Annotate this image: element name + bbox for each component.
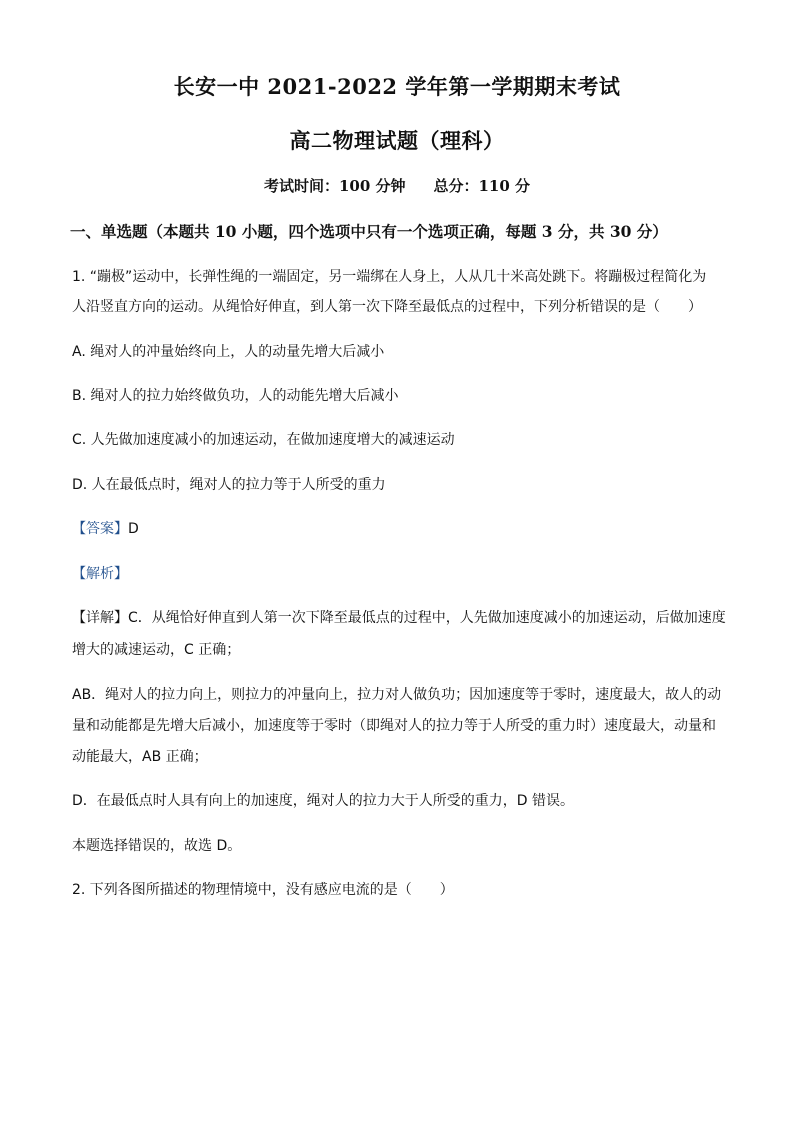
- q1-answer: [72, 514, 732, 544]
- q1-ab-line3: 动能最大，AB 正确；: [72, 749, 208, 765]
- exam-title: 长安一中 2021-2022 学年第一学期期末考试: [173, 74, 621, 99]
- q2-stem: 2. 下列各图所描述的物理情境中，没有感应电流的是（ ）: [72, 882, 454, 898]
- q1-ab-line2: 量和动能都是先增大后减小，加速度等于零时（即绳对人的拉力等于人所受的重力时）速度最大，动量和: [72, 718, 716, 734]
- q1-option-a: A. 绳对人的冲量始终向上，人的动量先增大后减小: [72, 344, 385, 360]
- q1-detail-line2: 增大的减速运动，C 正确；: [72, 642, 241, 658]
- exam-subtitle: 高二物理试题（理科）: [289, 128, 505, 153]
- total-score: 总分：110 分: [433, 177, 531, 195]
- q1-d-line: D．在最低点时人具有向上的加速度，绳对人的拉力大于人所受的重力，D 错误。: [72, 793, 575, 809]
- answer-tag: 【答案】: [72, 521, 128, 537]
- section-heading: 一、单选题（本题共 10 小题，四个选项中只有一个选项正确，每题 3 分，共 30 分）: [70, 222, 668, 241]
- analysis-tag: 【解析】: [72, 566, 128, 582]
- q1-conclusion: 本题选择错误的，故选 D。: [72, 838, 242, 854]
- answer-value: D: [128, 521, 139, 537]
- q1-option-d: D. 人在最低点时，绳对人的拉力等于人所受的重力: [72, 477, 386, 493]
- q1-ab-line1: AB．绳对人的拉力向上，则拉力的冲量向上，拉力对人做负功；因加速度等于零时，速度最大，故人的动: [72, 687, 722, 703]
- q1-stem-line2: 人沿竖直方向的运动。从绳恰好伸直，到人第一次下降至最低点的过程中，下列分析错误的是（ ）: [72, 299, 702, 315]
- q1-stem-line1: 1. “蹦极”运动中，长弹性绳的一端固定，另一端绑在人身上，人从几十米高处跳下。将蹦极过程简化为: [72, 269, 707, 285]
- detail-text-1: C．从绳恰好伸直到人第一次下降至最低点的过程中，人先做加速度减小的加速运动，后做加速度: [128, 610, 726, 626]
- q1-option-c: C. 人先做加速度减小的加速运动，在做加速度增大的减速运动: [72, 432, 455, 448]
- exam-meta: [0, 175, 794, 196]
- detail-tag: 【详解】: [72, 610, 128, 626]
- exam-time: 考试时间：100 分钟: [263, 177, 406, 195]
- q1-analysis: [72, 559, 732, 589]
- q1-detail-line1: [72, 603, 732, 633]
- q1-option-b: B. 绳对人的拉力始终做负功，人的动能先增大后减小: [72, 388, 399, 404]
